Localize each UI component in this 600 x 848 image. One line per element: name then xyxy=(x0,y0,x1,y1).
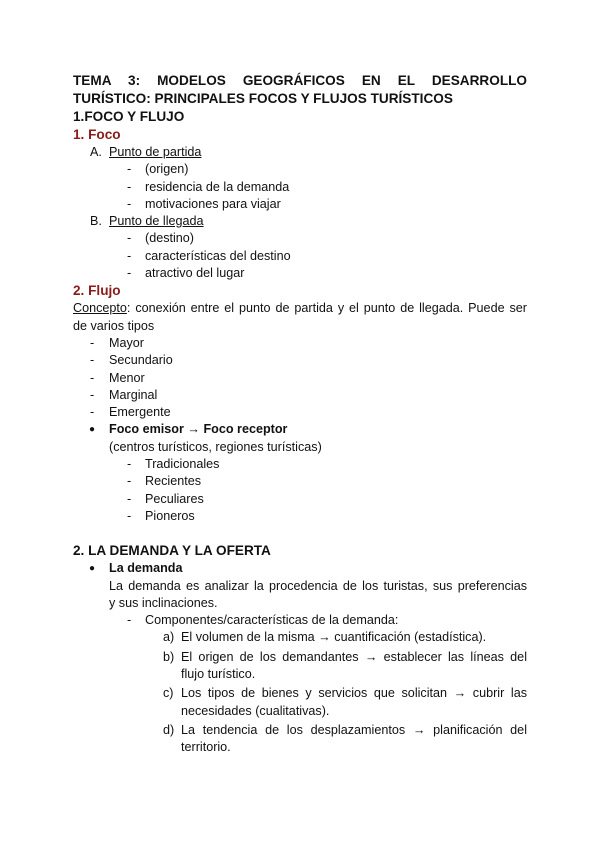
flujo-subtype-text: Peculiares xyxy=(145,491,204,506)
section-1-heading: 1.FOCO Y FLUJO xyxy=(73,109,185,124)
dash-marker: - xyxy=(127,179,132,194)
foco-heading: 1. Foco xyxy=(73,127,121,142)
foco-a-sub-item xyxy=(73,161,527,178)
flujo-subtype-text: Tradicionales xyxy=(145,457,220,472)
flujo-subtype-text: Pioneros xyxy=(145,508,195,523)
flujo-type-text: Marginal xyxy=(109,387,158,402)
flujo-bullet-text: Foco emisor → Foco receptor xyxy=(109,422,288,437)
bullet-marker: ● xyxy=(89,563,96,575)
flujo-concept-text: : conexión entre el punto de partida y el punto de llegada. Puede ser xyxy=(126,301,527,316)
foco-a-sub-item xyxy=(73,196,527,213)
demanda-item-line-2: territorio. xyxy=(181,740,231,755)
flujo-type-item xyxy=(73,387,527,404)
foco-item-a-marker: A. xyxy=(90,145,102,159)
dash-marker: - xyxy=(127,474,132,489)
flujo-concept-line-1 xyxy=(73,300,527,317)
demanda-components-label: Componentes/características de la demanda: xyxy=(145,613,399,628)
dash-marker: - xyxy=(127,508,132,523)
flujo-type-item xyxy=(73,370,527,387)
dash-marker: - xyxy=(127,248,132,263)
flujo-type-text: Secundario xyxy=(109,353,173,368)
foco-b-sub-item-text: (destino) xyxy=(145,231,194,246)
demanda-bullet-text: La demanda xyxy=(109,561,183,576)
flujo-subtype-item xyxy=(73,491,527,508)
flujo-bullet xyxy=(73,421,527,438)
dash-marker: - xyxy=(90,387,95,402)
flujo-type-item xyxy=(73,352,527,369)
flujo-type-text: Mayor xyxy=(109,335,144,350)
demanda-item-marker: c) xyxy=(163,686,174,701)
dash-marker: - xyxy=(127,162,132,177)
dash-marker: - xyxy=(127,196,132,211)
flujo-type-text: Menor xyxy=(109,370,145,385)
document-title-line-1: TEMA 3: MODELOS GEOGRÁFICOS EN EL DESARROLLO xyxy=(73,73,527,88)
foco-item-a-label: Punto de partida xyxy=(109,145,202,159)
flujo-subtype-item xyxy=(73,473,527,490)
demanda-bullet xyxy=(73,560,527,577)
demanda-item-line-2: necesidades (cualitativas). xyxy=(181,703,330,718)
flujo-subtype-text: Recientes xyxy=(145,474,202,489)
demanda-item-line-2: flujo turístico. xyxy=(181,667,256,682)
dash-marker: - xyxy=(127,613,132,628)
foco-b-sub-item xyxy=(73,265,527,282)
foco-a-sub-item-text: residencia de la demanda xyxy=(145,179,290,194)
bullet-marker: ● xyxy=(89,424,96,436)
flujo-heading: 2. Flujo xyxy=(73,283,121,299)
dash-marker: - xyxy=(127,231,132,246)
demanda-desc-line-2: y sus inclinaciones. xyxy=(109,595,218,610)
demanda-desc-line-1: La demanda es analizar la procedencia de los turistas, sus preferencias xyxy=(109,578,527,593)
demanda-item xyxy=(73,629,527,646)
flujo-type-item xyxy=(73,404,527,421)
dash-marker: - xyxy=(127,266,132,281)
foco-item-a xyxy=(73,144,527,161)
foco-item-b-label: Punto de llegada xyxy=(109,214,204,229)
dash-marker: - xyxy=(90,405,95,420)
demanda-item-marker: d) xyxy=(163,722,175,737)
dash-marker: - xyxy=(90,335,95,350)
flujo-subtype-item xyxy=(73,508,527,525)
demanda-item xyxy=(73,685,527,720)
foco-a-sub-item-text: motivaciones para viajar xyxy=(145,196,281,211)
demanda-item-line-1: La tendencia de los desplazamientos → planificación del xyxy=(181,722,527,737)
flujo-bullet-sub-text: (centros turísticos, regiones turísticas) xyxy=(109,439,322,454)
demanda-item xyxy=(73,722,527,757)
flujo-bullet-sub xyxy=(73,439,527,456)
document-title-line-2: TURÍSTICO: PRINCIPALES FOCOS Y FLUJOS TURÍSTICOS xyxy=(73,91,453,106)
flujo-subtype-item xyxy=(73,456,527,473)
section-2-heading: 2. LA DEMANDA Y LA OFERTA xyxy=(73,543,271,559)
foco-b-sub-item-text: características del destino xyxy=(145,248,291,263)
foco-a-sub-item xyxy=(73,179,527,196)
document-page xyxy=(73,72,527,757)
dash-marker: - xyxy=(90,370,95,385)
demanda-item-marker: b) xyxy=(163,649,175,664)
demanda-item-line-1: Los tipos de bienes y servicios que solicitan → cubrir las xyxy=(181,686,527,701)
dash-marker: - xyxy=(90,353,95,368)
foco-item-b-marker: B. xyxy=(90,214,102,229)
flujo-type-text: Emergente xyxy=(109,405,171,420)
dash-marker: - xyxy=(127,491,132,506)
foco-b-sub-item-text: atractivo del lugar xyxy=(145,266,245,281)
demanda-item-line-1: El origen de los demandantes → establecer las líneas del xyxy=(181,649,527,664)
foco-b-sub-item xyxy=(73,230,527,247)
flujo-concept-label: Concepto xyxy=(73,301,127,316)
foco-item-b xyxy=(73,213,527,230)
flujo-type-item xyxy=(73,335,527,352)
dash-marker: - xyxy=(127,457,132,472)
demanda-item-line-1: El volumen de la misma → cuantificación (estadística). xyxy=(181,630,487,645)
foco-a-sub-item-text: (origen) xyxy=(145,162,189,177)
demanda-item xyxy=(73,649,527,684)
demanda-components xyxy=(73,612,527,629)
demanda-item-marker: a) xyxy=(163,630,175,645)
foco-b-sub-item xyxy=(73,248,527,265)
blank-line xyxy=(73,525,527,542)
flujo-concept-line-2: de varios tipos xyxy=(73,318,155,333)
